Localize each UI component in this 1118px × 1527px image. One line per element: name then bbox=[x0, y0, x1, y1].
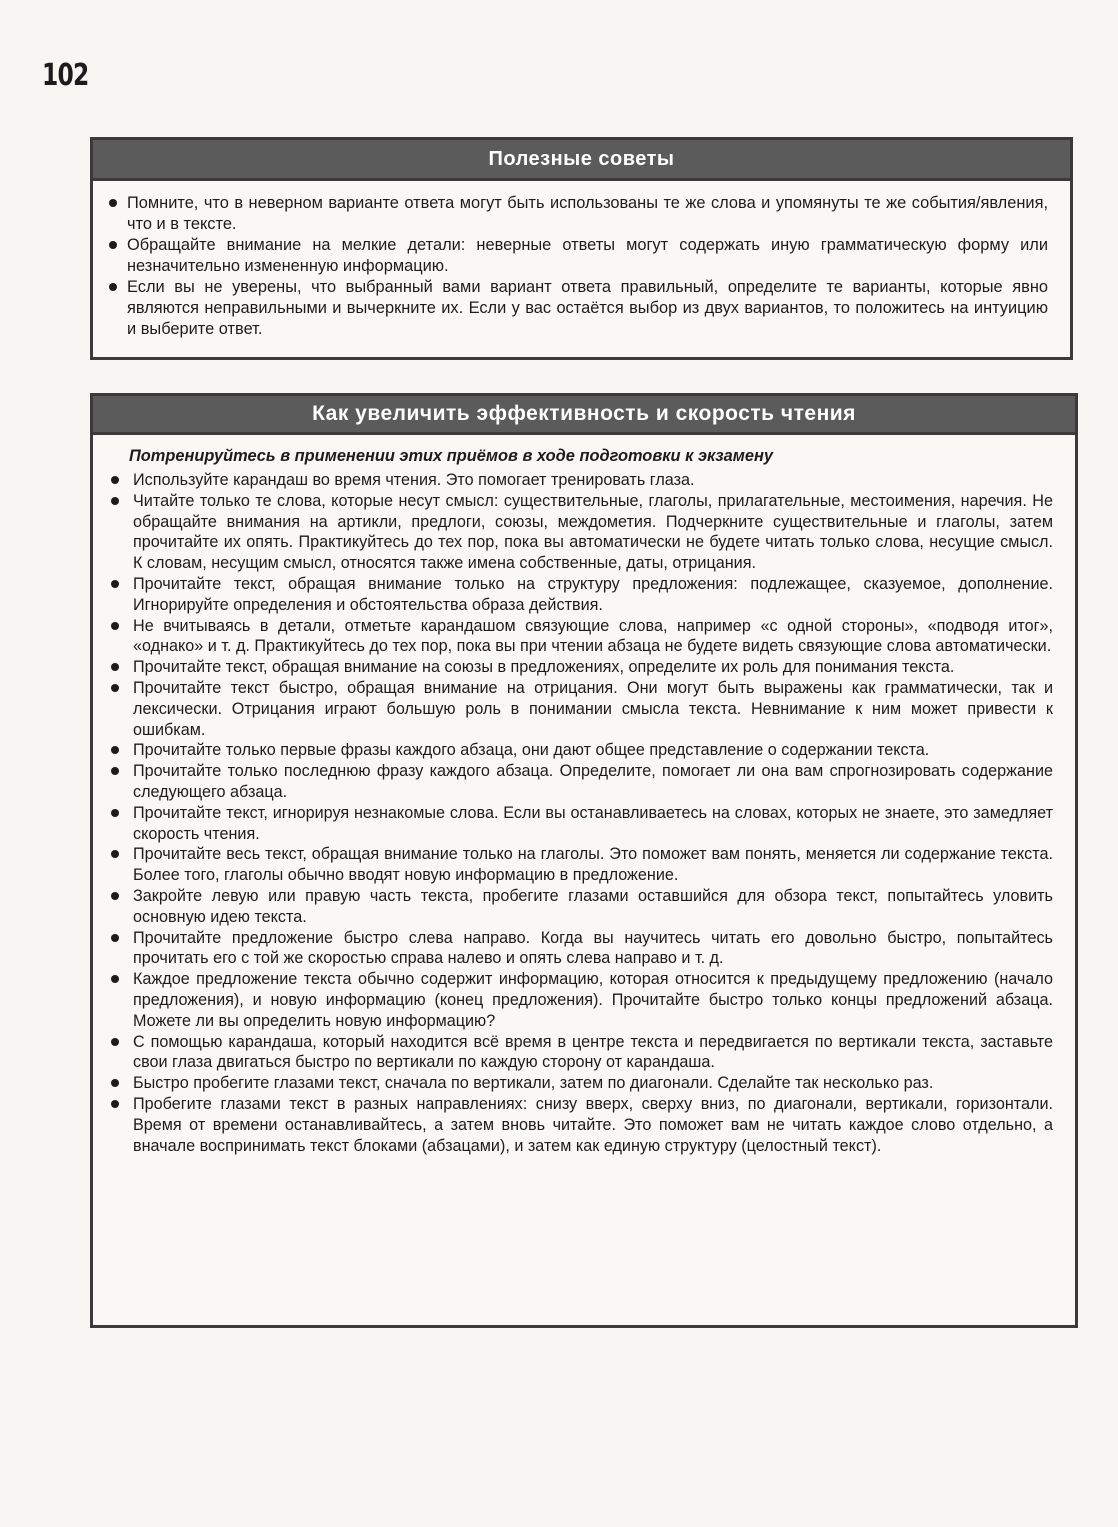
list-item-text: Закройте левую или правую часть текста, пробегите глазами оставшийся для обзора текст, попытайтесь уловить основную идею текста. bbox=[133, 886, 1053, 926]
list-item-text: Не вчитываясь в детали, отметьте карандашом связующие слова, например «с одной стороны», «подводя итог», «однако» и т. д. Практикуйтесь до тех пор, пока вы при чтении абзаца не будете видеть связующие слова автоматически. bbox=[133, 616, 1053, 656]
list-item bbox=[109, 803, 1053, 845]
list-item bbox=[109, 928, 1053, 970]
list-item bbox=[109, 657, 1053, 678]
useful-tips-box bbox=[90, 137, 1073, 360]
bullet-icon bbox=[111, 580, 119, 588]
bullet-icon bbox=[109, 199, 117, 207]
bullet-icon bbox=[111, 767, 119, 775]
list-item-text: С помощью карандаша, который находится всё время в центре текста и передвигается по вертикали текста, заставьте свои глаза двигаться быстро по вертикали по каждую сторону от карандаша. bbox=[133, 1032, 1053, 1072]
bullet-icon bbox=[109, 241, 117, 249]
list-item bbox=[109, 1094, 1053, 1156]
reading-speed-subtitle: Потренируйтесь в применении этих приёмов в ходе подготовки к экзамену bbox=[129, 447, 774, 465]
bullet-icon bbox=[111, 934, 119, 942]
list-item bbox=[107, 235, 1048, 277]
bullet-icon bbox=[111, 746, 119, 754]
bullet-icon bbox=[111, 850, 119, 858]
list-item-text: Если вы не уверены, что выбранный вами вариант ответа правильный, определите те варианты, которые явно являются неправильными и вычеркните их. Если у вас остаётся выбор из двух вариантов, то положитесь на интуицию и выберите ответ. bbox=[127, 278, 1048, 338]
bullet-icon bbox=[111, 1079, 119, 1087]
list-item bbox=[109, 470, 1053, 491]
list-item bbox=[109, 886, 1053, 928]
bullet-icon bbox=[109, 283, 117, 291]
reading-techniques-list bbox=[109, 470, 1053, 1156]
bullet-icon bbox=[111, 684, 119, 692]
list-item bbox=[109, 844, 1053, 886]
list-item-text: Обращайте внимание на мелкие детали: неверные ответы могут содержать иную грамматическую форму или незначительно измененную информацию. bbox=[127, 236, 1048, 275]
list-item-text: Быстро пробегите глазами текст, сначала по вертикали, затем по диагонали. Сделайте так несколько раз. bbox=[133, 1074, 934, 1093]
list-item-text: Каждое предложение текста обычно содержит информацию, которая относится к предыдущему предложению (начало предложения), и новую информацию (конец предложения). Прочитайте быстро только концы предложений абзаца. Можете ли вы определить новую информацию? bbox=[133, 970, 1053, 1030]
list-item-text: Прочитайте текст, обращая внимание на союзы в предложениях, определите их роль для понимания текста. bbox=[133, 658, 955, 677]
list-item-text: Пробегите глазами текст в разных направлениях: снизу вверх, сверху вниз, по диагонали, вертикали, горизонтали. Время от времени останавливайтесь, а затем вновь читайте. Это поможет вам не читать каждое слово отдельно, а вначале воспринимать текст блоками (абзацами), и затем как единую структуру (целостный текст). bbox=[133, 1094, 1053, 1155]
list-item bbox=[109, 1032, 1053, 1074]
list-item bbox=[109, 574, 1053, 616]
list-item-text: Прочитайте весь текст, обращая внимание только на глаголы. Это поможет вам понять, меняется ли содержание текста. Более того, глаголы обычно вводят новую информацию в предложение. bbox=[133, 845, 1053, 885]
list-item-text: Прочитайте текст, игнорируя незнакомые слова. Если вы останавливаетесь на словах, которых не знаете, это замедляет скорость чтения. bbox=[133, 803, 1053, 843]
list-item-text: Прочитайте текст быстро, обращая внимание на отрицания. Они могут быть выражены как грамматически, так и лексически. Отрицания играют большую роль в понимании смысла текста. Невнимание к ним может привести к ошибкам. bbox=[133, 678, 1053, 739]
list-item bbox=[109, 616, 1053, 658]
list-item bbox=[109, 740, 1053, 761]
list-item bbox=[109, 491, 1053, 574]
reading-speed-title: Как увеличить эффективность и скорость чтения bbox=[93, 396, 1075, 435]
list-item-text: Используйте карандаш во время чтения. Это помогает тренировать глаза. bbox=[133, 471, 695, 489]
page-number: 102 bbox=[42, 58, 89, 93]
list-item bbox=[109, 969, 1053, 1031]
list-item-text: Прочитайте только первые фразы каждого абзаца, они дают общее представление о содержании текста. bbox=[133, 741, 930, 760]
reading-speed-box bbox=[90, 393, 1078, 1328]
list-item bbox=[109, 761, 1053, 803]
bullet-icon bbox=[111, 1100, 119, 1108]
list-item bbox=[107, 193, 1048, 235]
bullet-icon bbox=[111, 892, 119, 900]
bullet-icon bbox=[111, 497, 119, 505]
useful-tips-title: Полезные советы bbox=[93, 140, 1070, 181]
list-item-text: Прочитайте только последнюю фразу каждого абзаца. Определите, помогает ли она вам спрогнозировать содержание следующего абзаца. bbox=[133, 762, 1053, 801]
list-item-text: Прочитайте предложение быстро слева направо. Когда вы научитесь читать его довольно быстро, попытайтесь прочитать его с той же скоростью справа налево и опять слева направо и т. д. bbox=[133, 928, 1053, 968]
list-item-text: Прочитайте текст, обращая внимание только на структуру предложения: подлежащее, сказуемое, дополнение. Игнорируйте определения и обстоятельства образа действия. bbox=[133, 574, 1053, 614]
bullet-icon bbox=[111, 476, 119, 484]
list-item bbox=[107, 277, 1048, 340]
bullet-icon bbox=[111, 975, 119, 983]
useful-tips-list bbox=[107, 193, 1048, 340]
bullet-icon bbox=[111, 809, 119, 817]
list-item bbox=[109, 1073, 1053, 1094]
list-item-text: Помните, что в неверном варианте ответа могут быть использованы те же слова и упомянуты те же события/явления, что и в тексте. bbox=[127, 194, 1048, 233]
bullet-icon bbox=[111, 663, 119, 671]
bullet-icon bbox=[111, 622, 119, 630]
bullet-icon bbox=[111, 1038, 119, 1046]
list-item-text: Читайте только те слова, которые несут смысл: существительные, глаголы, прилагательные, местоимения, наречия. Не обращайте внимания на артикли, предлоги, союзы, междометия. Подчеркните существительные и глаголы, затем прочитайте их опять. Практикуйтесь до тех пор, пока вы автоматически не будете читать только слова, несущие смысл. К словам, несущим смысл, относятся также имена собственные, даты, отрицания. bbox=[133, 491, 1053, 573]
list-item bbox=[109, 678, 1053, 740]
